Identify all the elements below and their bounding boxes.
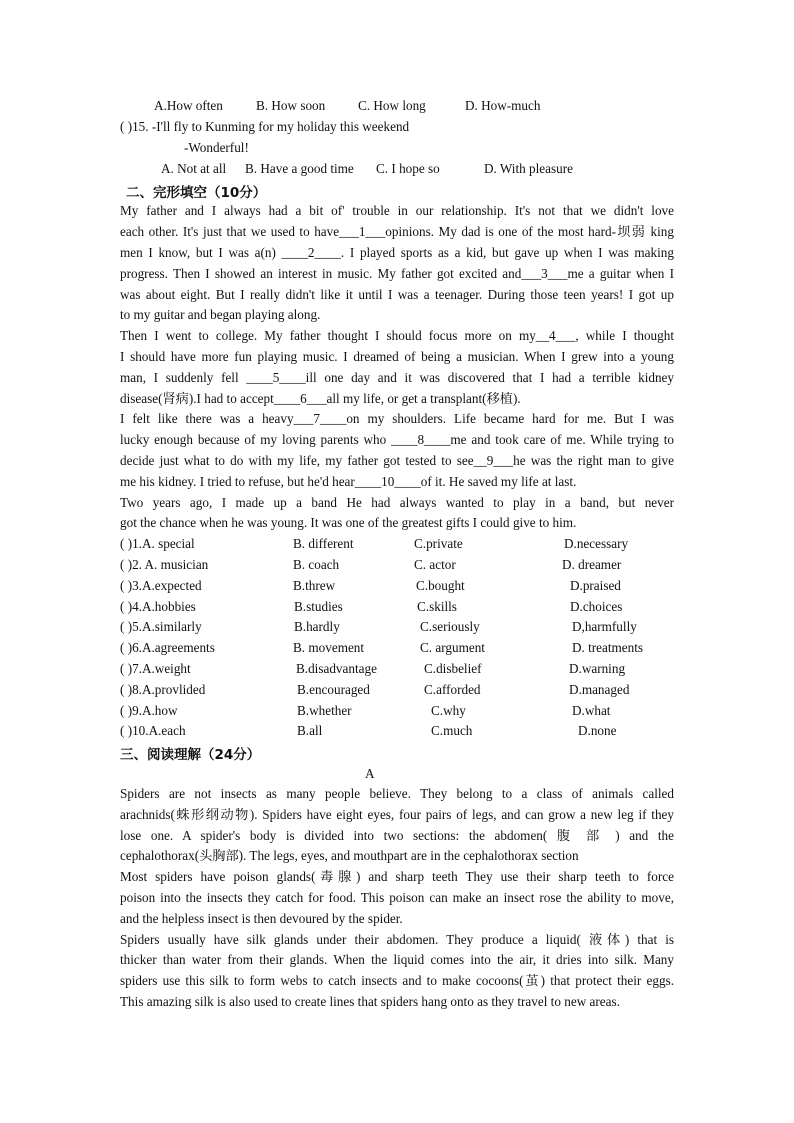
option-a: ( )5.A.similarly [120, 619, 202, 634]
q15-option-b: B. Have a good time [245, 161, 354, 176]
reading-line: arachnids(蛛形纲动物). Spiders have eight eyes, four pairs of legs, and can grow a new leg if they [120, 807, 674, 822]
passage-letter: A [365, 766, 375, 781]
option-a: ( )4.A.hobbies [120, 599, 196, 614]
cloze-heading: 二、完形填空（10分） [126, 185, 267, 201]
reading-line: Spiders are not insects as many people believe. They belong to a class of animals called [120, 786, 674, 801]
option-d: D,harmfully [572, 619, 637, 634]
option-b: B.whether [297, 703, 352, 718]
option-a: ( )2. A. musician [120, 557, 209, 572]
cloze-line: progress. Then I showed an interest in music. My father got excited and___3___me a guitar when I [120, 266, 674, 281]
option-b: B.hardly [294, 619, 340, 634]
option-a: ( )3.A.expected [120, 578, 202, 593]
option-a: ( )9.A.how [120, 703, 178, 718]
option-b: B. different [293, 536, 354, 551]
option-b: B. movement [293, 640, 365, 655]
option-a: ( )7.A.weight [120, 661, 191, 676]
option-d: D. dreamer [562, 557, 622, 572]
option-b: B.disadvantage [296, 661, 377, 676]
cloze-line: My father and I always had a bit of' trouble in our relationship. It's not that we didn't love [120, 203, 674, 218]
option-c: C. argument [420, 640, 485, 655]
option-a: ( )6.A.agreements [120, 640, 215, 655]
option-d: D.warning [569, 661, 626, 676]
option-c: C.bought [416, 578, 465, 593]
cloze-line: decide just what to do with my life, my father got tested to see__9___he was the right man to give [120, 453, 674, 468]
cloze-line: me his kidney. I tried to refuse, but he'd hear____10____of it. He saved my life at last. [120, 474, 577, 489]
reading-line: lose one. A spider's body is divided into two sections: the abdomen( 腹 部 ) and the [120, 828, 674, 843]
option-b: B.encouraged [297, 682, 370, 697]
reading-line: and the helpless insect is then devoured by the spider. [120, 911, 403, 926]
option-a: ( )10.A.each [120, 723, 186, 738]
option-d: D.praised [570, 578, 621, 593]
option-d: D. treatments [572, 640, 644, 655]
option-b: B.all [297, 723, 323, 738]
q15-option-a: A. Not at all [161, 161, 227, 176]
cloze-line: lucky enough because of my loving parents who ____8____me and took care of me. While trying to [120, 432, 674, 447]
q14-option-a: A.How often [154, 98, 223, 113]
cloze-line: I felt like there was a heavy___7____on my shoulders. Life became hard for me. But I was [120, 411, 674, 426]
reading-line: poison into the insects they catch for food. This poison can make an insect rose the ability to move, [120, 890, 674, 905]
reading-line: thicker than water from their glands. When the liquid comes into the air, it dries into silk. Many [120, 952, 674, 967]
option-d: D.none [578, 723, 617, 738]
cloze-line: Two years ago, I made up a band He had always wanted to play in a band, but never [120, 495, 674, 510]
reading-line: Spiders usually have silk glands under their abdomen. They produce a liquid( 液体) that is [120, 932, 674, 947]
option-c: C.much [431, 723, 473, 738]
option-b: B. coach [293, 557, 340, 572]
cloze-line: each other. It's just that we used to have___1___opinions. My dad is one of the most hard-坝弱 king [120, 224, 674, 239]
reading-line: Most spiders have poison glands(毒腺) and sharp teeth They use their sharp teeth to force [120, 869, 674, 884]
option-d: D.managed [569, 682, 630, 697]
option-c: C.skills [417, 599, 457, 614]
reading-line: spiders use this silk to form webs to catch insects and to make cocoons(茧) that protect their eggs. [120, 973, 674, 988]
q14-option-c: C. How long [358, 98, 426, 113]
option-b: B.threw [293, 578, 336, 593]
q14-option-b: B. How soon [256, 98, 326, 113]
cloze-line: disease(肾病).I had to accept____6___all my life, or get a transplant(移植). [120, 391, 521, 406]
option-d: D.necessary [564, 536, 629, 551]
q15-question: ( )15. -I'll fly to Kunming for my holiday this weekend [120, 119, 410, 134]
q15-reply: -Wonderful! [184, 140, 249, 155]
cloze-line: got the chance when he was young. It was one of the greatest gifts I could give to him. [120, 515, 577, 530]
cloze-line: Then I went to college. My father thought I should focus more on my__4___, while I thought [120, 328, 674, 343]
option-c: C.seriously [420, 619, 480, 634]
reading-line: cephalothorax(头胸部). The legs, eyes, and mouthpart are in the cephalothorax section [120, 848, 579, 863]
cloze-line: man, I suddenly fell ____5____ill one day and it was discovered that I had a terrible kidney [120, 370, 674, 385]
cloze-line: I should have more fun playing music. I dreamed of being a musician. When I grew into a young [120, 349, 674, 364]
reading-heading: 三、阅读理解（24分） [120, 747, 261, 763]
option-a: ( )8.A.provlided [120, 682, 206, 697]
option-c: C.disbelief [424, 661, 482, 676]
q14-option-d: D. How-much [465, 98, 541, 113]
q15-option-c: C. I hope so [376, 161, 440, 176]
option-c: C.private [414, 536, 463, 551]
cloze-line: to my guitar and began playing along. [120, 307, 321, 322]
option-c: C.afforded [424, 682, 481, 697]
option-d: D.what [572, 703, 611, 718]
option-d: D.choices [570, 599, 623, 614]
option-b: B.studies [294, 599, 343, 614]
q15-option-d: D. With pleasure [484, 161, 573, 176]
reading-line: This amazing silk is also used to create lines that spiders hang onto as they travel to new areas. [120, 994, 620, 1009]
cloze-line: was about eight. But I really didn't like it until I was a teenager. During those teen years! I got up [120, 287, 674, 302]
cloze-line: men I know, but I was a(n) ____2____. I played sports as a kid, but gave up when I was making [120, 245, 674, 260]
option-c: C. actor [414, 557, 456, 572]
option-a: ( )1.A. special [120, 536, 195, 551]
option-c: C.why [431, 703, 466, 718]
